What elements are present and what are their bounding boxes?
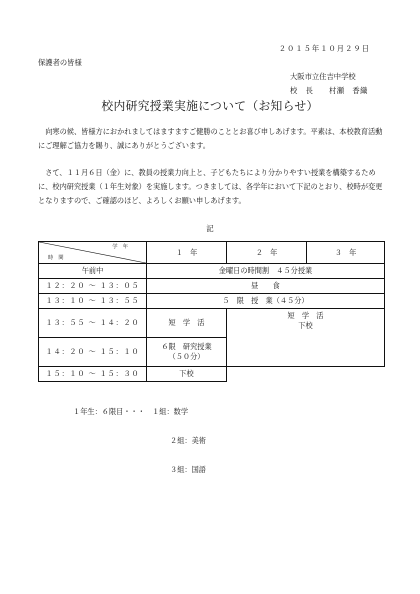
time-cell: 午前中: [39, 264, 147, 279]
note-line-3: ３組：国語: [170, 465, 206, 474]
time-cell: １３：５５ ～ １４：２０: [39, 309, 147, 338]
table-header-row: [39, 242, 385, 264]
table-row: [39, 279, 385, 294]
research-lesson-duration: （５０分）: [168, 352, 205, 361]
greeting-paragraph: 向寒の候、皆様方におかれましてはますますご健勝のこととお喜び申しあげます。平素は、本校教育活動にご理解ご協力を賜り、誠にありがとうございます。: [38, 127, 383, 150]
school-name: 大阪市立住吉中学校: [290, 72, 356, 81]
grade-2-3-cell: [227, 309, 385, 367]
note-line-1: １年生：６限目・・・ １組：数学: [73, 407, 189, 416]
time-cell: １５：１０ ～ １５：３０: [39, 367, 147, 382]
research-lesson-label: ６限 研究授業: [161, 342, 212, 351]
table-row: [39, 294, 385, 309]
grade-1-header: １ 年: [147, 242, 227, 264]
schedule-cell: 昼 食: [147, 279, 385, 294]
corner-label-time: 時 間: [48, 255, 64, 261]
table-row: [39, 264, 385, 279]
document-date: ２０１５年１０月２９日: [278, 44, 370, 53]
ki-heading: 記: [206, 224, 214, 233]
time-cell: １４：２０ ～ １５：１０: [39, 338, 147, 367]
grade-1-cell: [147, 338, 227, 367]
grade-1-cell: 短 学 活: [147, 309, 227, 338]
grade-1-cell: 下校: [147, 367, 227, 382]
grade-2-3-dismissal: 下校: [298, 321, 313, 330]
corner-cell: [39, 242, 147, 264]
time-cell: １３：１０ ～ １３：５５: [39, 294, 147, 309]
addressee: 保護者の皆様: [38, 58, 82, 67]
schedule-cell: ５ 限 授 業（４５分）: [147, 294, 385, 309]
corner-label-grade: 学 年: [112, 244, 128, 250]
time-cell: １２：２０ ～ １３：０５: [39, 279, 147, 294]
schedule-table: [38, 241, 385, 382]
principal-name: 校 長 村瀬 香織: [290, 86, 368, 95]
empty-cell: [227, 367, 385, 382]
schedule-cell: 金曜日の時間割 ４５分授業: [147, 264, 385, 279]
table-row: [39, 367, 385, 382]
grade-3-header: ３ 年: [307, 242, 385, 264]
document-title: 校内研究授業実施について（お知らせ）: [101, 99, 319, 113]
table-row: [39, 309, 385, 338]
announcement-paragraph: さて、１１月６日（金）に、教員の授業力向上と、子どもたちにより分かりやすい授業を構築するために、校内研究授業（１年生対象）を実施します。つきましては、各学年において下記のとおり、校時が変更となりますので、ご確認のほど、よろしくお願い申しあげます。: [38, 168, 383, 205]
grade-2-header: ２ 年: [227, 242, 307, 264]
note-line-2: ２組：美術: [170, 436, 206, 445]
grade-2-3-activity: 短 学 活: [287, 311, 324, 320]
